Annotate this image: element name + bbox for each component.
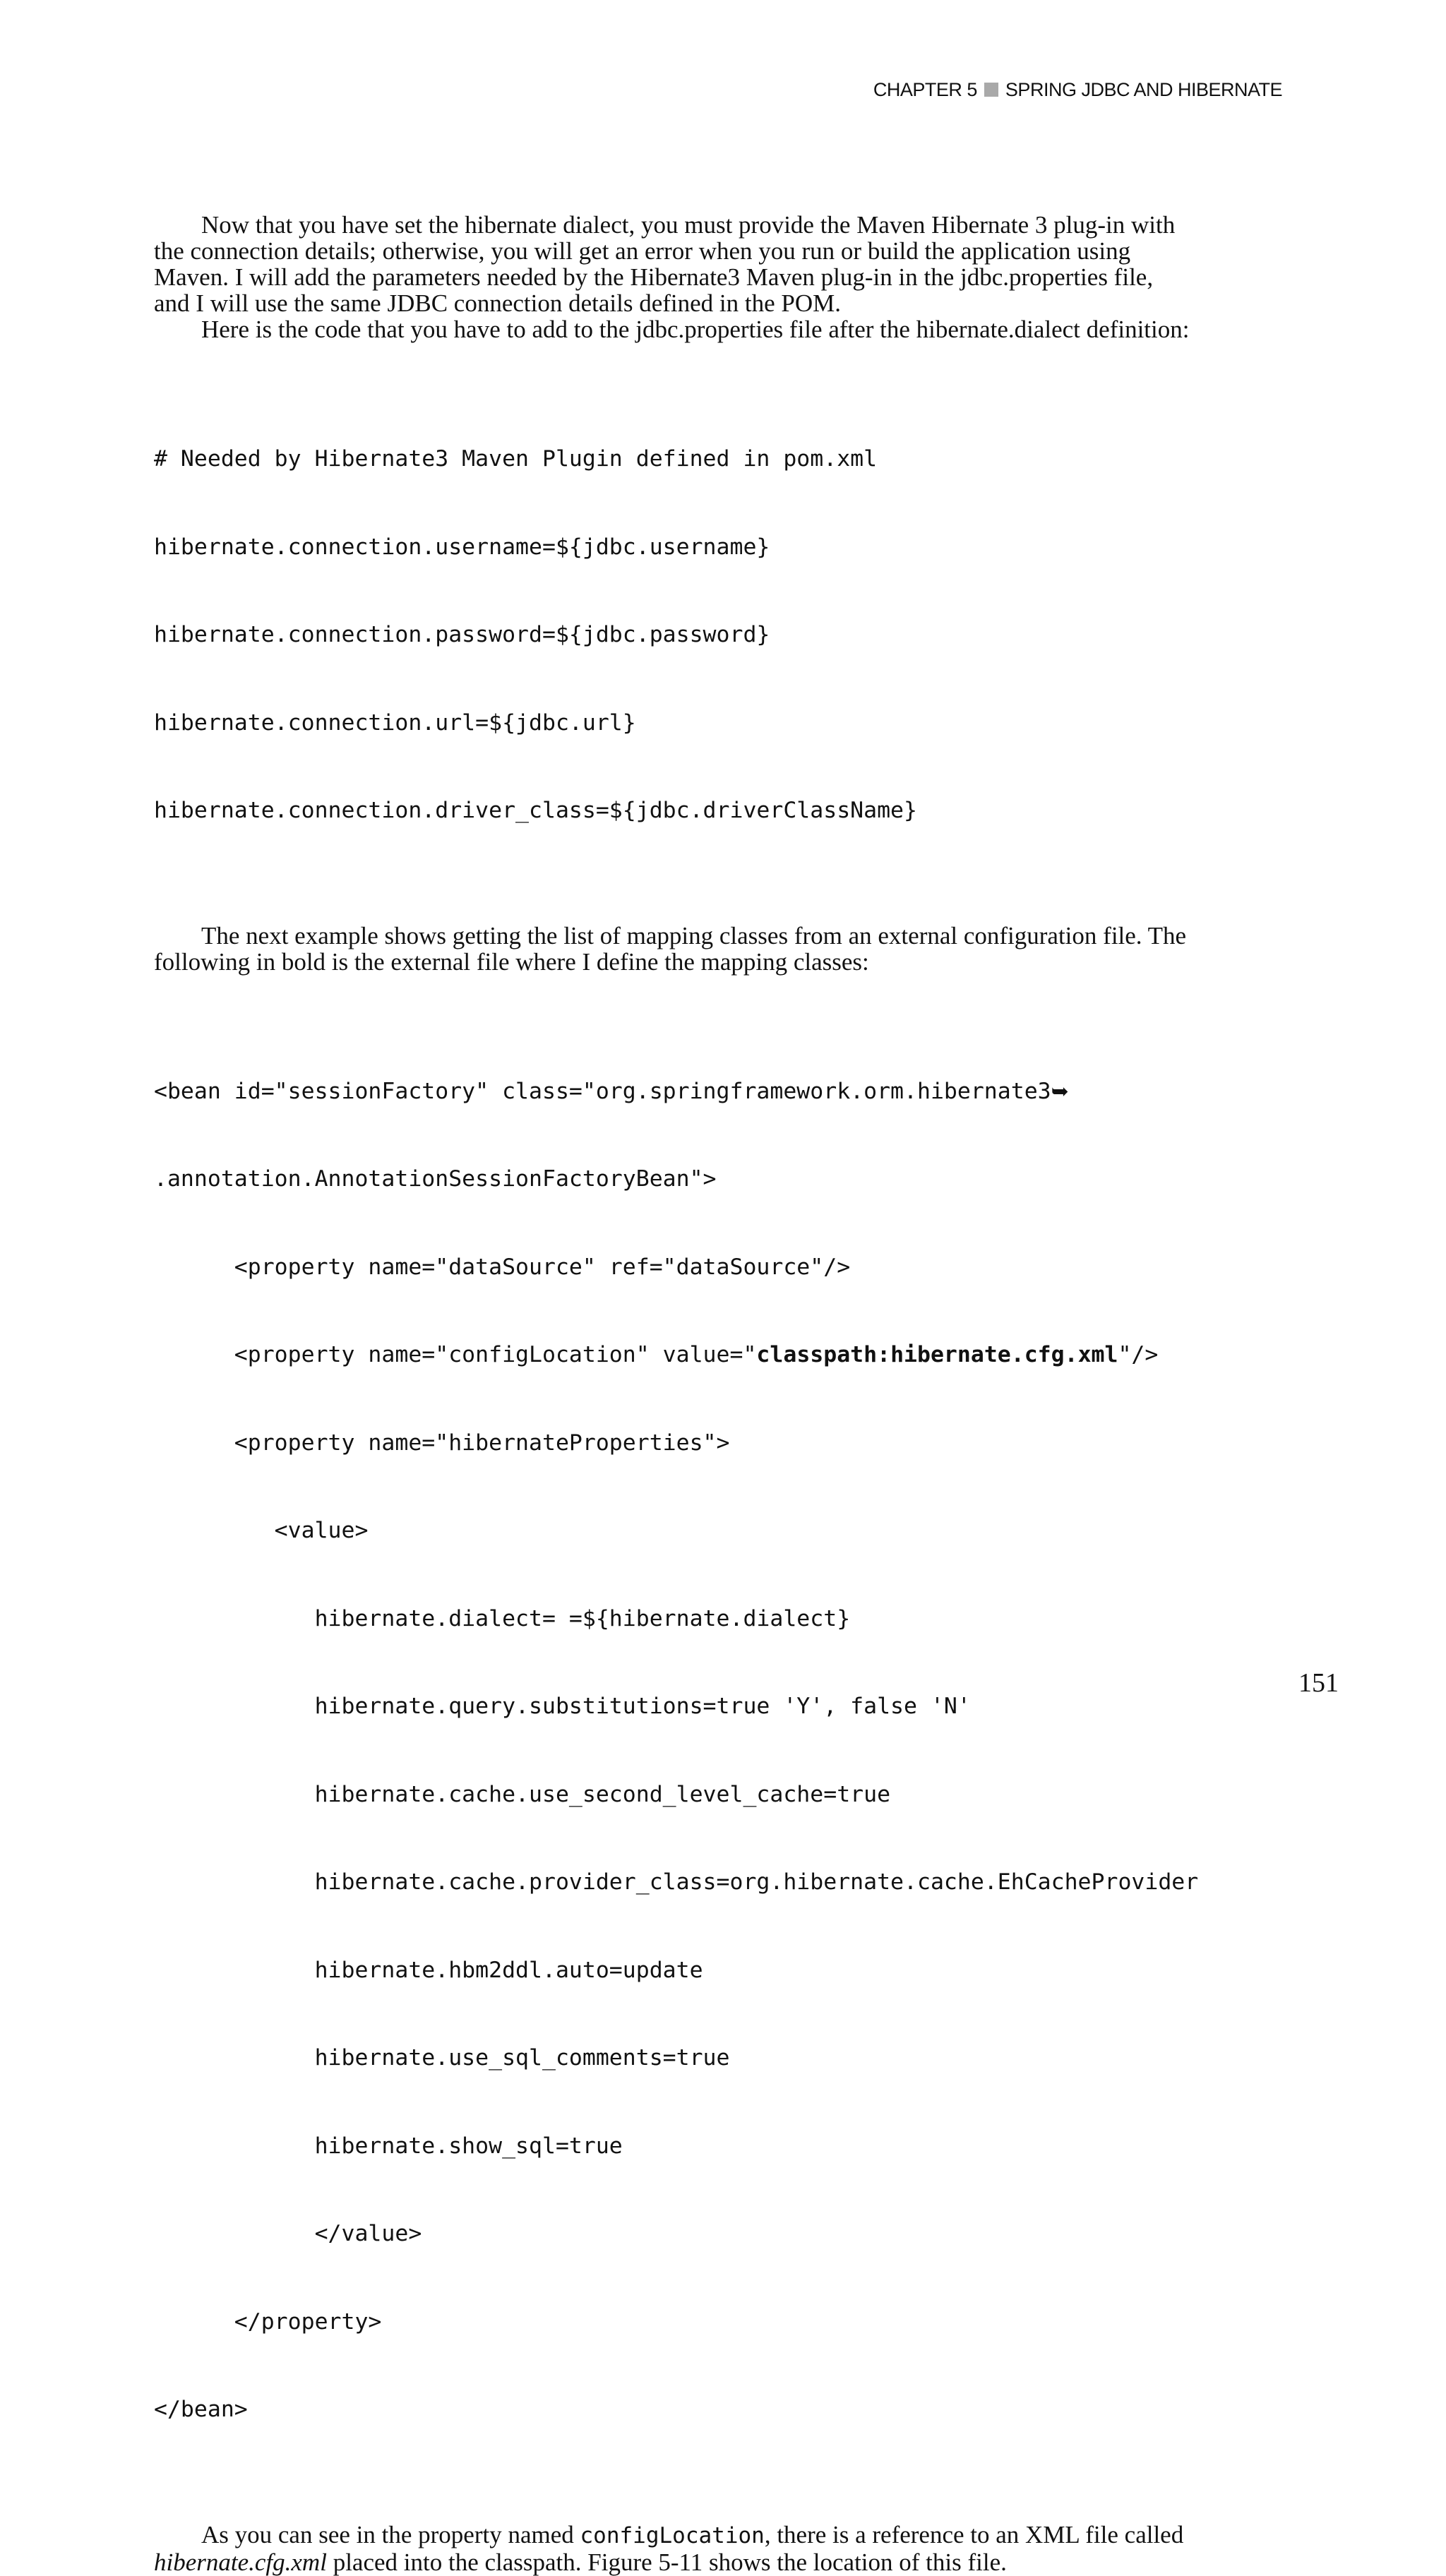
code-line: hibernate.connection.password=${jdbc.password}	[154, 622, 770, 647]
code-line: </property>	[154, 2308, 382, 2335]
inline-code: configLocation	[580, 2522, 765, 2548]
paragraph-2: Here is the code that you have to add to the jdbc.properties file after the hibernate.dialect definition:	[201, 316, 1190, 343]
paragraph-3	[154, 923, 1291, 975]
code-text: <bean id="sessionFactory" class="org.springframework.orm.hibernate3	[154, 1078, 1051, 1104]
paragraph-line: and I will use the same JDBC connection details defined in the POM.	[154, 289, 842, 317]
code-line: hibernate.show_sql=true	[154, 2133, 623, 2159]
code-line: hibernate.dialect= =${hibernate.dialect}	[154, 1605, 851, 1631]
page-body	[154, 212, 1291, 2575]
code-line: <property name="dataSource" ref="dataSource"/>	[154, 1254, 851, 1280]
paragraph-text: placed into the classpath. Figure 5-11 shows the location of this file.	[326, 2548, 1007, 2576]
paragraph-line: Now that you have set the hibernate dialect, you must provide the Maven Hibernate 3 plug-in with	[201, 211, 1176, 239]
chapter-title: SPRING JDBC AND HIBERNATE	[1005, 79, 1282, 100]
line-wrap-arrow-icon: ➥	[1051, 1079, 1069, 1104]
running-header	[873, 79, 1282, 101]
code-block-jdbc-properties	[154, 386, 1291, 885]
paragraph-1	[154, 212, 1291, 316]
code-bold-text: classpath:hibernate.cfg.xml	[756, 1342, 1118, 1367]
paragraph-line: the connection details; otherwise, you will get an error when you run or build the application using	[154, 237, 1131, 265]
paragraph-line: Maven. I will add the parameters needed by the Hibernate3 Maven plug-in in the jdbc.properties file,	[154, 263, 1154, 291]
code-line: hibernate.connection.url=${jdbc.url}	[154, 709, 636, 736]
code-line: hibernate.use_sql_comments=true	[154, 2045, 730, 2071]
code-line: <property name="hibernateProperties">	[154, 1430, 730, 1456]
code-line: <value>	[154, 1518, 369, 1543]
code-text: "/>	[1118, 1342, 1159, 1367]
paragraph-line: The next example shows getting the list of mapping classes from an external configuration file. The	[201, 921, 1187, 949]
paragraph-4	[154, 2522, 1291, 2575]
paragraph-line: following in bold is the external file where I define the mapping classes:	[154, 947, 869, 976]
italic-filename: hibernate.cfg.xml	[154, 2548, 327, 2576]
code-line: hibernate.query.substitutions=true 'Y', false 'N'	[154, 1694, 971, 1719]
code-line: .annotation.AnnotationSessionFactoryBean">	[154, 1166, 717, 1192]
paragraph-line	[154, 2522, 1291, 2549]
page-number: 151	[1298, 1668, 1339, 1698]
code-line: hibernate.connection.driver_class=${jdbc.driverClassName}	[154, 798, 917, 823]
code-line: hibernate.cache.use_second_level_cache=true	[154, 1781, 891, 1807]
code-line: hibernate.hbm2ddl.auto=update	[154, 1957, 703, 1983]
code-line: hibernate.cache.provider_class=org.hibernate.cache.EhCacheProvider	[154, 1869, 1199, 1895]
paragraph-text: , there is a reference to an XML file called	[764, 2520, 1184, 2548]
code-block-session-factory	[154, 1019, 1291, 2484]
code-line	[154, 1077, 1291, 1107]
paragraph-text: As you can see in the property named	[201, 2520, 580, 2548]
chapter-label: CHAPTER 5	[873, 79, 977, 100]
code-line	[154, 1341, 1291, 1370]
paragraph-line	[154, 2549, 1291, 2575]
code-line: hibernate.connection.username=${jdbc.username}	[154, 534, 770, 560]
code-text: <property name="configLocation" value="	[154, 1342, 757, 1367]
code-line: </value>	[154, 2221, 422, 2246]
code-line: </bean>	[154, 2397, 248, 2422]
header-square-icon	[984, 83, 998, 97]
code-line: # Needed by Hibernate3 Maven Plugin defined in pom.xml	[154, 446, 878, 472]
